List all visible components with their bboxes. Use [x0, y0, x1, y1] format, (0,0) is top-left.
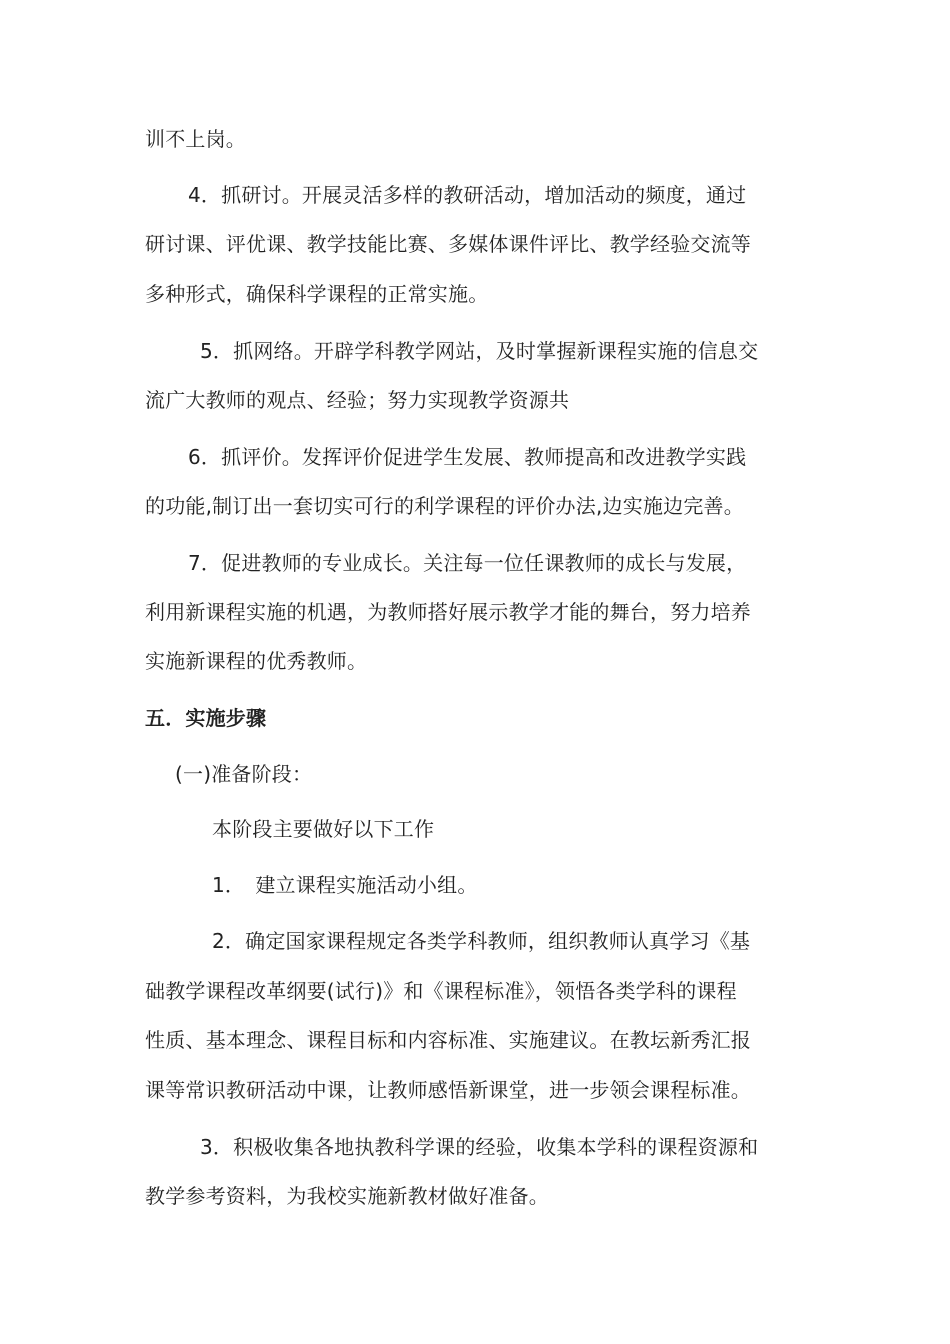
text-line-1: 训不上岗。 — [145, 127, 246, 151]
text-line-20: 3．积极收集各地执教科学课的经验，收集本学科的课程资源和 — [200, 1135, 759, 1159]
text-line-2: 4．抓研讨。开展灵活多样的教研活动，增加活动的频度，通过 — [188, 183, 747, 207]
text-line-21: 教学参考资料，为我校实施新教材做好准备。 — [145, 1184, 549, 1208]
subsection-heading: (一)准备阶段： — [175, 762, 313, 786]
text-line-15: 1． 建立课程实施活动小组。 — [212, 873, 478, 897]
text-line-5: 5．抓网络。开辟学科教学网站，及时掌握新课程实施的信息交 — [200, 339, 759, 363]
text-line-7: 6．抓评价。发挥评价促进学生发展、教师提高和改进教学实践 — [188, 445, 747, 469]
text-line-9: 7．促进教师的专业成长。关注每一位任课教师的成长与发展， — [188, 551, 747, 575]
text-line-14: 本阶段主要做好以下工作 — [212, 817, 435, 841]
text-line-11: 实施新课程的优秀教师。 — [145, 649, 368, 673]
text-line-19: 课等常识教研活动中课，让教师感悟新课堂，进一步领会课程标准。 — [145, 1078, 751, 1102]
text-line-3: 研讨课、评优课、教学技能比赛、多媒体课件评比、教学经验交流等 — [145, 232, 751, 256]
text-line-17: 础教学课程改革纲要(试行)》和《课程标准》，领悟各类学科的课程 — [145, 979, 737, 1003]
text-line-4: 多种形式，确保科学课程的正常实施。 — [145, 282, 489, 306]
text-line-18: 性质、基本理念、课程目标和内容标准、实施建议。在教坛新秀汇报 — [145, 1028, 751, 1052]
text-line-8: 的功能,制订出一套切实可行的利学课程的评价办法,边实施边完善。 — [145, 494, 744, 518]
text-line-10: 利用新课程实施的机遇，为教师搭好展示教学才能的舞台，努力培养 — [145, 600, 751, 624]
section-heading: 五．实施步骤 — [145, 706, 267, 730]
text-line-16: 2．确定国家课程规定各类学科教师，组织教师认真学习《基 — [212, 929, 751, 953]
text-line-6: 流广大教师的观点、经验；努力实现教学资源共 — [145, 388, 570, 412]
